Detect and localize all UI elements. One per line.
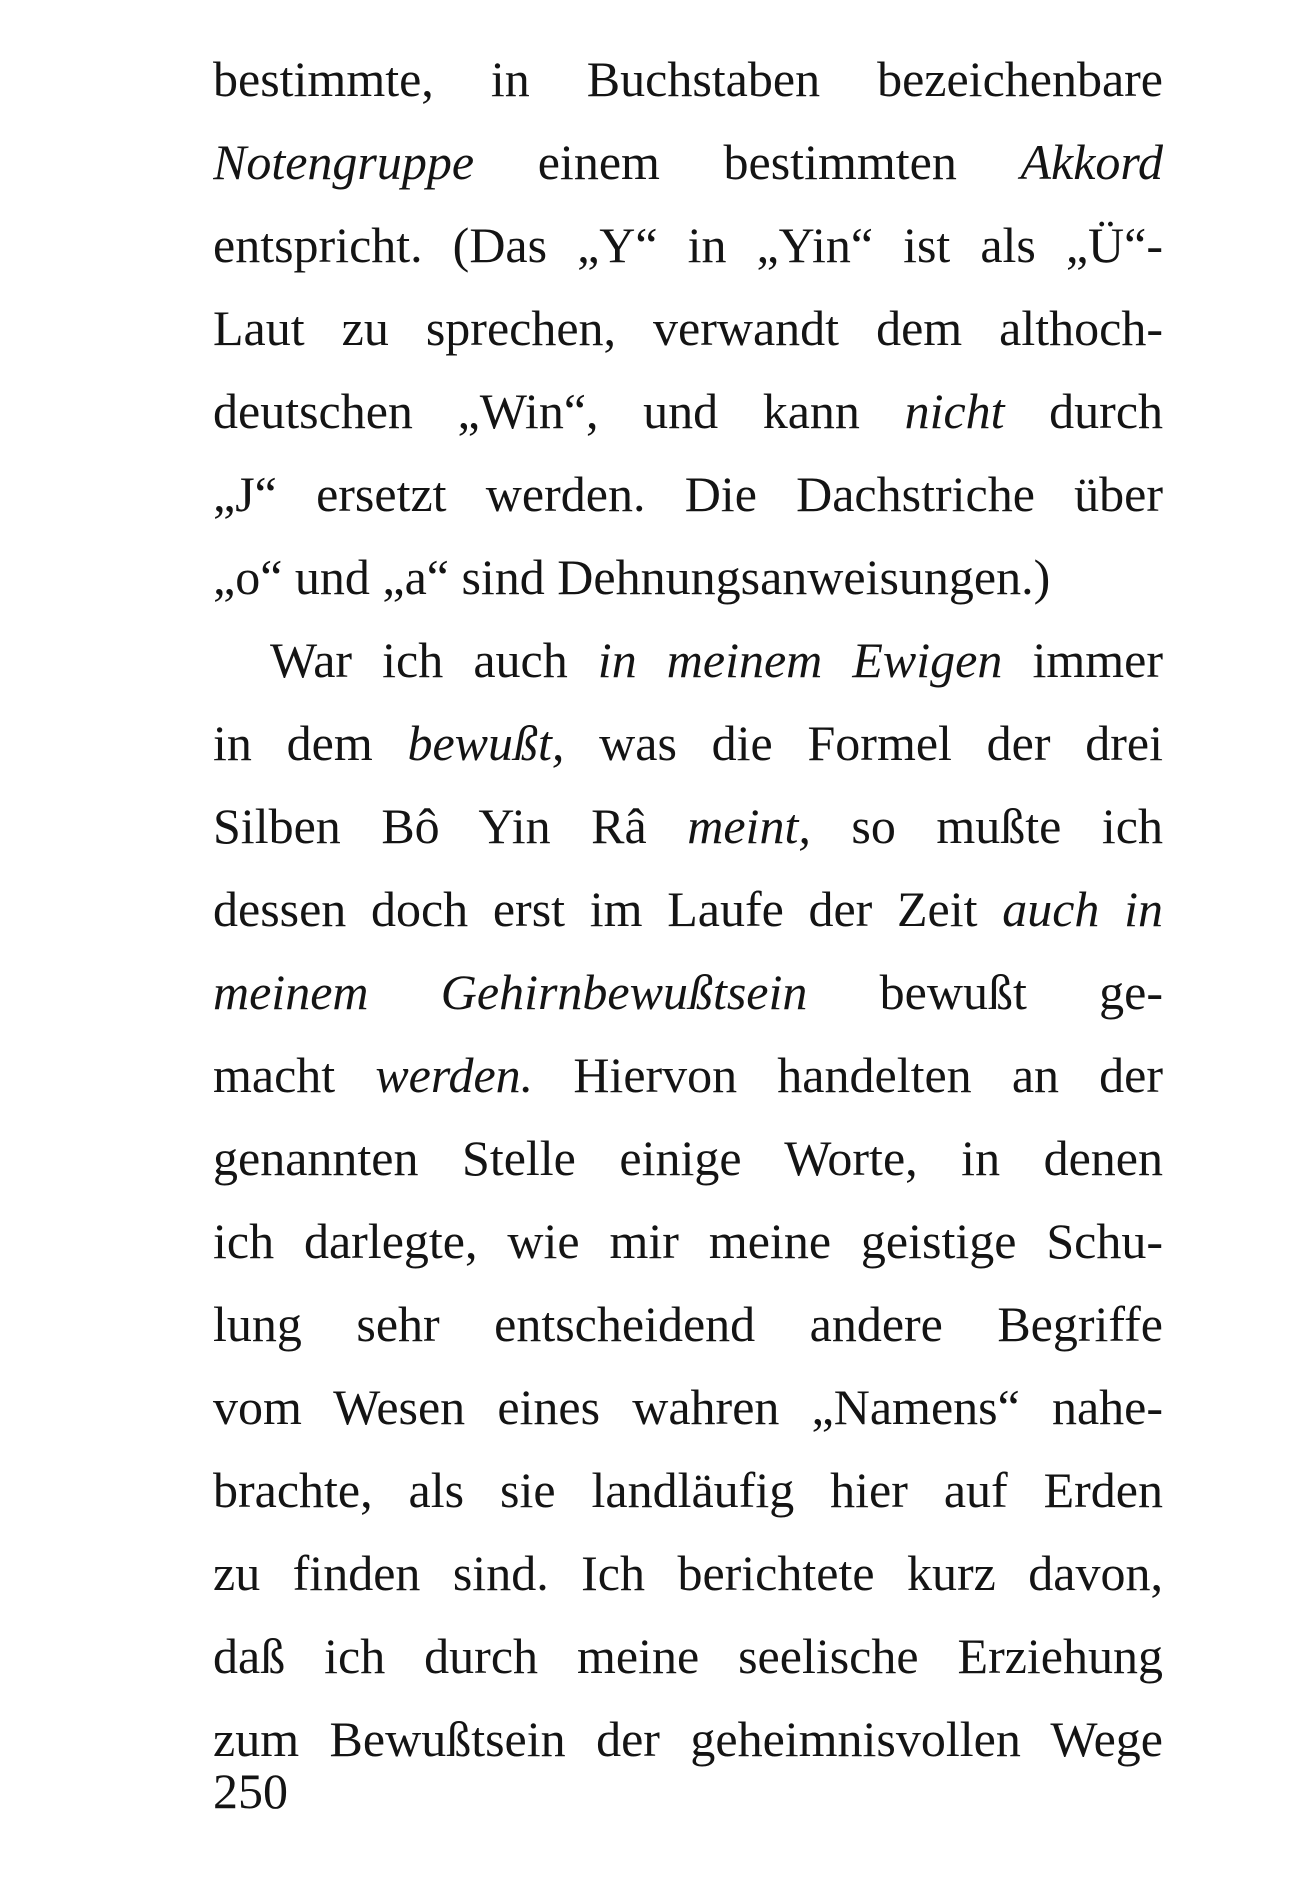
text-line-4: Laut zu sprechen, verwandt dem althoch- bbox=[213, 300, 1163, 356]
text-line-13: macht werden. Hiervon handelten an der bbox=[213, 1047, 1163, 1103]
text-line-10: Silben Bô Yin Râ meint, so mußte ich bbox=[213, 798, 1163, 854]
text-line-16: lung sehr entscheidend andere Begriffe bbox=[213, 1296, 1163, 1352]
body-text bbox=[213, 38, 1163, 1781]
emphasis-in-meinem-ewigen: in meinem Ewigen bbox=[597, 632, 1003, 688]
emphasis-gehirnbewusstsein: meinem Gehirnbewußtsein bbox=[213, 964, 808, 1020]
text-line-6: „J“ ersetzt werden. Die Dachstriche über bbox=[213, 466, 1163, 522]
text-line-7: „o“ und „a“ sind Dehnungsanweisungen.) bbox=[213, 549, 1051, 605]
text-line-20: daß ich durch meine seelische Erziehung bbox=[213, 1628, 1163, 1684]
emphasis-akkord: Akkord bbox=[1020, 134, 1163, 190]
text-line-3: entspricht. (Das „Y“ in „Yin“ ist als „Ü“- bbox=[213, 217, 1163, 273]
text-line-11: dessen doch erst im Laufe der Zeit auch in bbox=[213, 881, 1163, 937]
emphasis-notengruppe: Notengruppe bbox=[213, 134, 475, 190]
emphasis-nicht: nicht bbox=[904, 383, 1005, 439]
text-line-1: bestimmte, in Buchstaben bezeichenbare bbox=[213, 51, 1163, 107]
text-line-2: Notengruppe einem bestimmten Akkord bbox=[213, 134, 1163, 190]
text-line-5: deutschen „Win“, und kann nicht durch bbox=[213, 383, 1163, 439]
text-line-19: zu finden sind. Ich berichtete kurz davon, bbox=[213, 1545, 1163, 1601]
text-line-15: ich darlegte, wie mir meine geistige Schu- bbox=[213, 1213, 1163, 1269]
text-line-12: meinem Gehirnbewußtsein bewußt ge- bbox=[213, 964, 1163, 1020]
text-line-14: genannten Stelle einige Worte, in denen bbox=[213, 1130, 1163, 1186]
emphasis-meint: meint, bbox=[687, 798, 811, 854]
page-number: 250 bbox=[213, 1763, 288, 1819]
text-line-9: in dem bewußt, was die Formel der drei bbox=[213, 715, 1163, 771]
text-line-8: War ich auch in meinem Ewigen immer bbox=[270, 632, 1163, 688]
emphasis-bewusst: bewußt, bbox=[407, 715, 565, 771]
text-line-17: vom Wesen eines wahren „Namens“ nahe- bbox=[213, 1379, 1163, 1435]
emphasis-werden: werden. bbox=[375, 1047, 534, 1103]
emphasis-auch-in: auch in bbox=[1002, 881, 1163, 937]
text-line-21: zum Bewußtsein der geheimnisvollen Wege bbox=[213, 1711, 1163, 1767]
text-line-18: brachte, als sie landläufig hier auf Erden bbox=[213, 1462, 1163, 1518]
